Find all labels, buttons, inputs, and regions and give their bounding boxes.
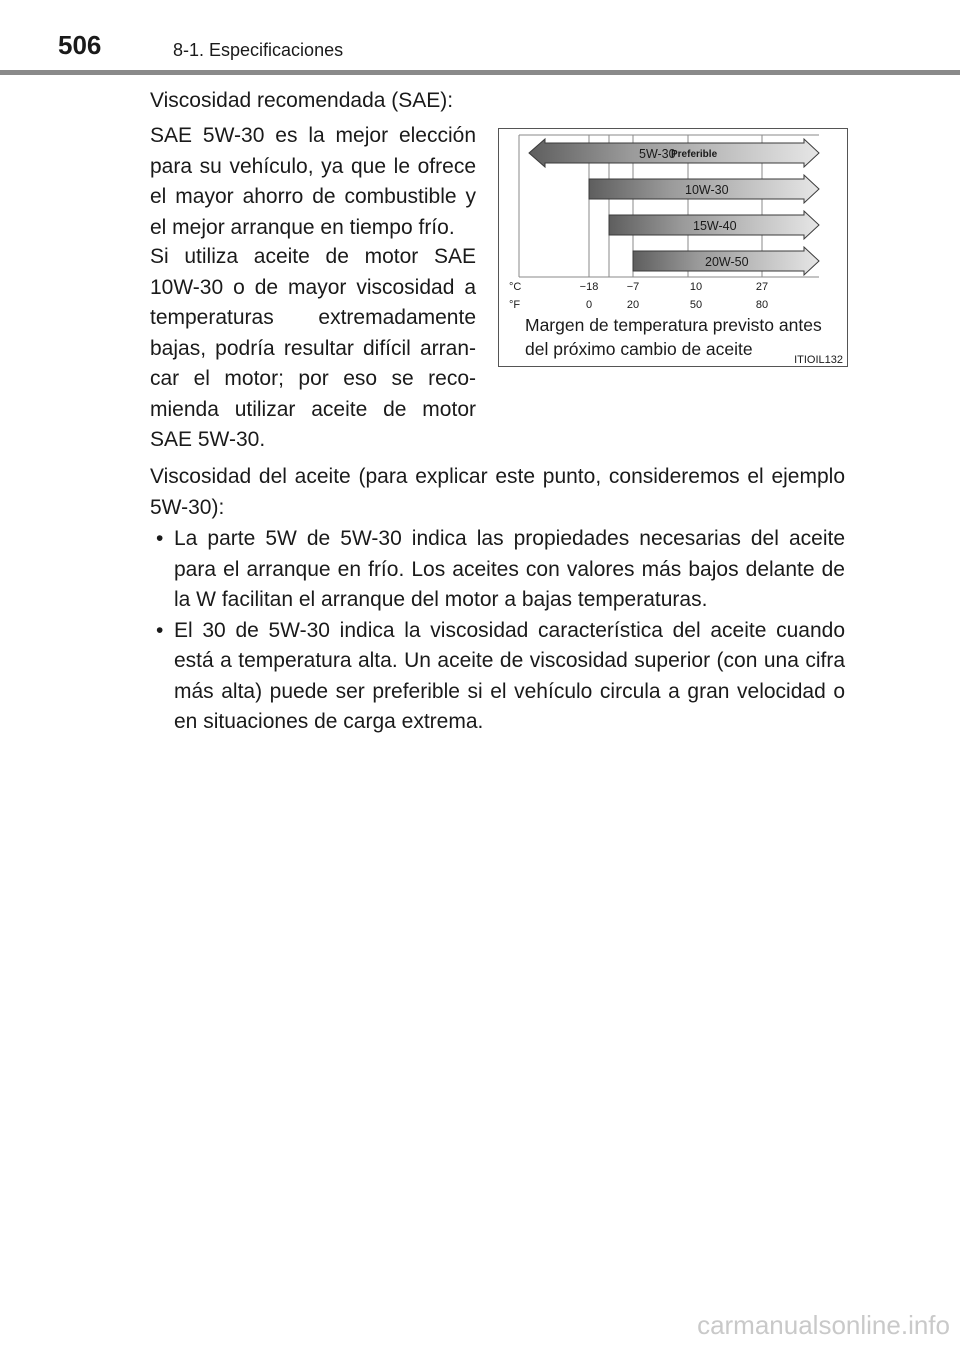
fahrenheit-tick: 50 [689, 299, 703, 311]
viscosity-temperature-figure [498, 128, 848, 367]
figure-caption-line: del próximo cambio de aceite [525, 339, 753, 359]
arrow-label-20w50: 20W-50 [705, 255, 749, 269]
page-number: 506 [58, 30, 102, 60]
figure-caption [525, 313, 822, 361]
fahrenheit-unit-label: °F [509, 299, 521, 311]
figure-caption-line: Margen de temperatura previsto antes [525, 315, 822, 335]
para1-line: para su vehículo, ya que le ofrece [150, 154, 476, 178]
header-divider [0, 70, 960, 75]
bullet-text: La parte 5W de 5W-30 indica las propiedades necesarias del aceite para el arranque en frío. Los aceites con valores más bajos delante de la W facilitan el arranque del motor a bajas temperaturas. [174, 527, 845, 611]
viscosity-intro-line: 5W-30): [150, 495, 225, 519]
para2-line: mienda utilizar aceite de motor [150, 397, 476, 421]
viscosity-bullet-list [150, 524, 845, 738]
para2-line: Si utiliza aceite de motor SAE [150, 245, 476, 268]
celsius-tick: −7 [626, 281, 640, 293]
arrow-label-5w30: 5W-30 [639, 147, 676, 161]
list-item [150, 524, 845, 616]
bullet-icon: • [156, 527, 164, 550]
celsius-tick: 27 [755, 281, 769, 293]
paragraph-recommendation [150, 121, 476, 243]
watermark: carmanualsonline.info [697, 1310, 950, 1340]
celsius-tick: −18 [579, 281, 599, 293]
section-title: 8-1. Especificaciones [173, 40, 344, 60]
para1-line: SAE 5W-30 es la mejor elección [150, 124, 476, 147]
para2-line: SAE 5W-30. [150, 428, 266, 451]
celsius-unit-label: °C [509, 281, 522, 293]
bullet-text: El 30 de 5W-30 indica la viscosidad característica del aceite cuando está a temperatura alta. Un aceite de viscosidad superior (con una cifra más alta) puede ser preferible si el vehículo circula a gran velocidad o en situaciones de carga extrema. [174, 618, 845, 733]
para2-line: bajas, podría resultar difícil arran- [150, 336, 476, 360]
para2-line: 10W-30 o de mayor viscosidad a [150, 275, 476, 299]
fahrenheit-tick: 20 [626, 299, 640, 311]
arrow-label-10w30: 10W-30 [685, 183, 729, 197]
arrow-label-15w40: 15W-40 [693, 219, 737, 233]
para2-line: temperaturas extremadamente [150, 306, 476, 329]
para1-line: el mejor arranque en tiempo frío. [150, 215, 455, 239]
para1-line: el mayor ahorro de combustible y [150, 185, 476, 208]
figure-code: ITIOIL132 [794, 354, 843, 366]
preferred-tag: Preferible [671, 149, 718, 160]
paragraph-cold-warning [150, 242, 476, 456]
celsius-tick: 10 [689, 281, 703, 293]
fahrenheit-tick: 0 [585, 299, 593, 311]
para2-line: car el motor; por eso se reco- [150, 367, 476, 390]
viscosity-intro-line: Viscosidad del aceite (para explicar este punto, consideremos el ejemplo [150, 465, 845, 488]
bullet-icon: • [156, 618, 164, 642]
list-item [150, 616, 845, 738]
fahrenheit-tick: 80 [755, 299, 769, 311]
intro-heading: Viscosidad recomendada (SAE): [150, 89, 454, 112]
viscosity-intro [150, 462, 845, 523]
